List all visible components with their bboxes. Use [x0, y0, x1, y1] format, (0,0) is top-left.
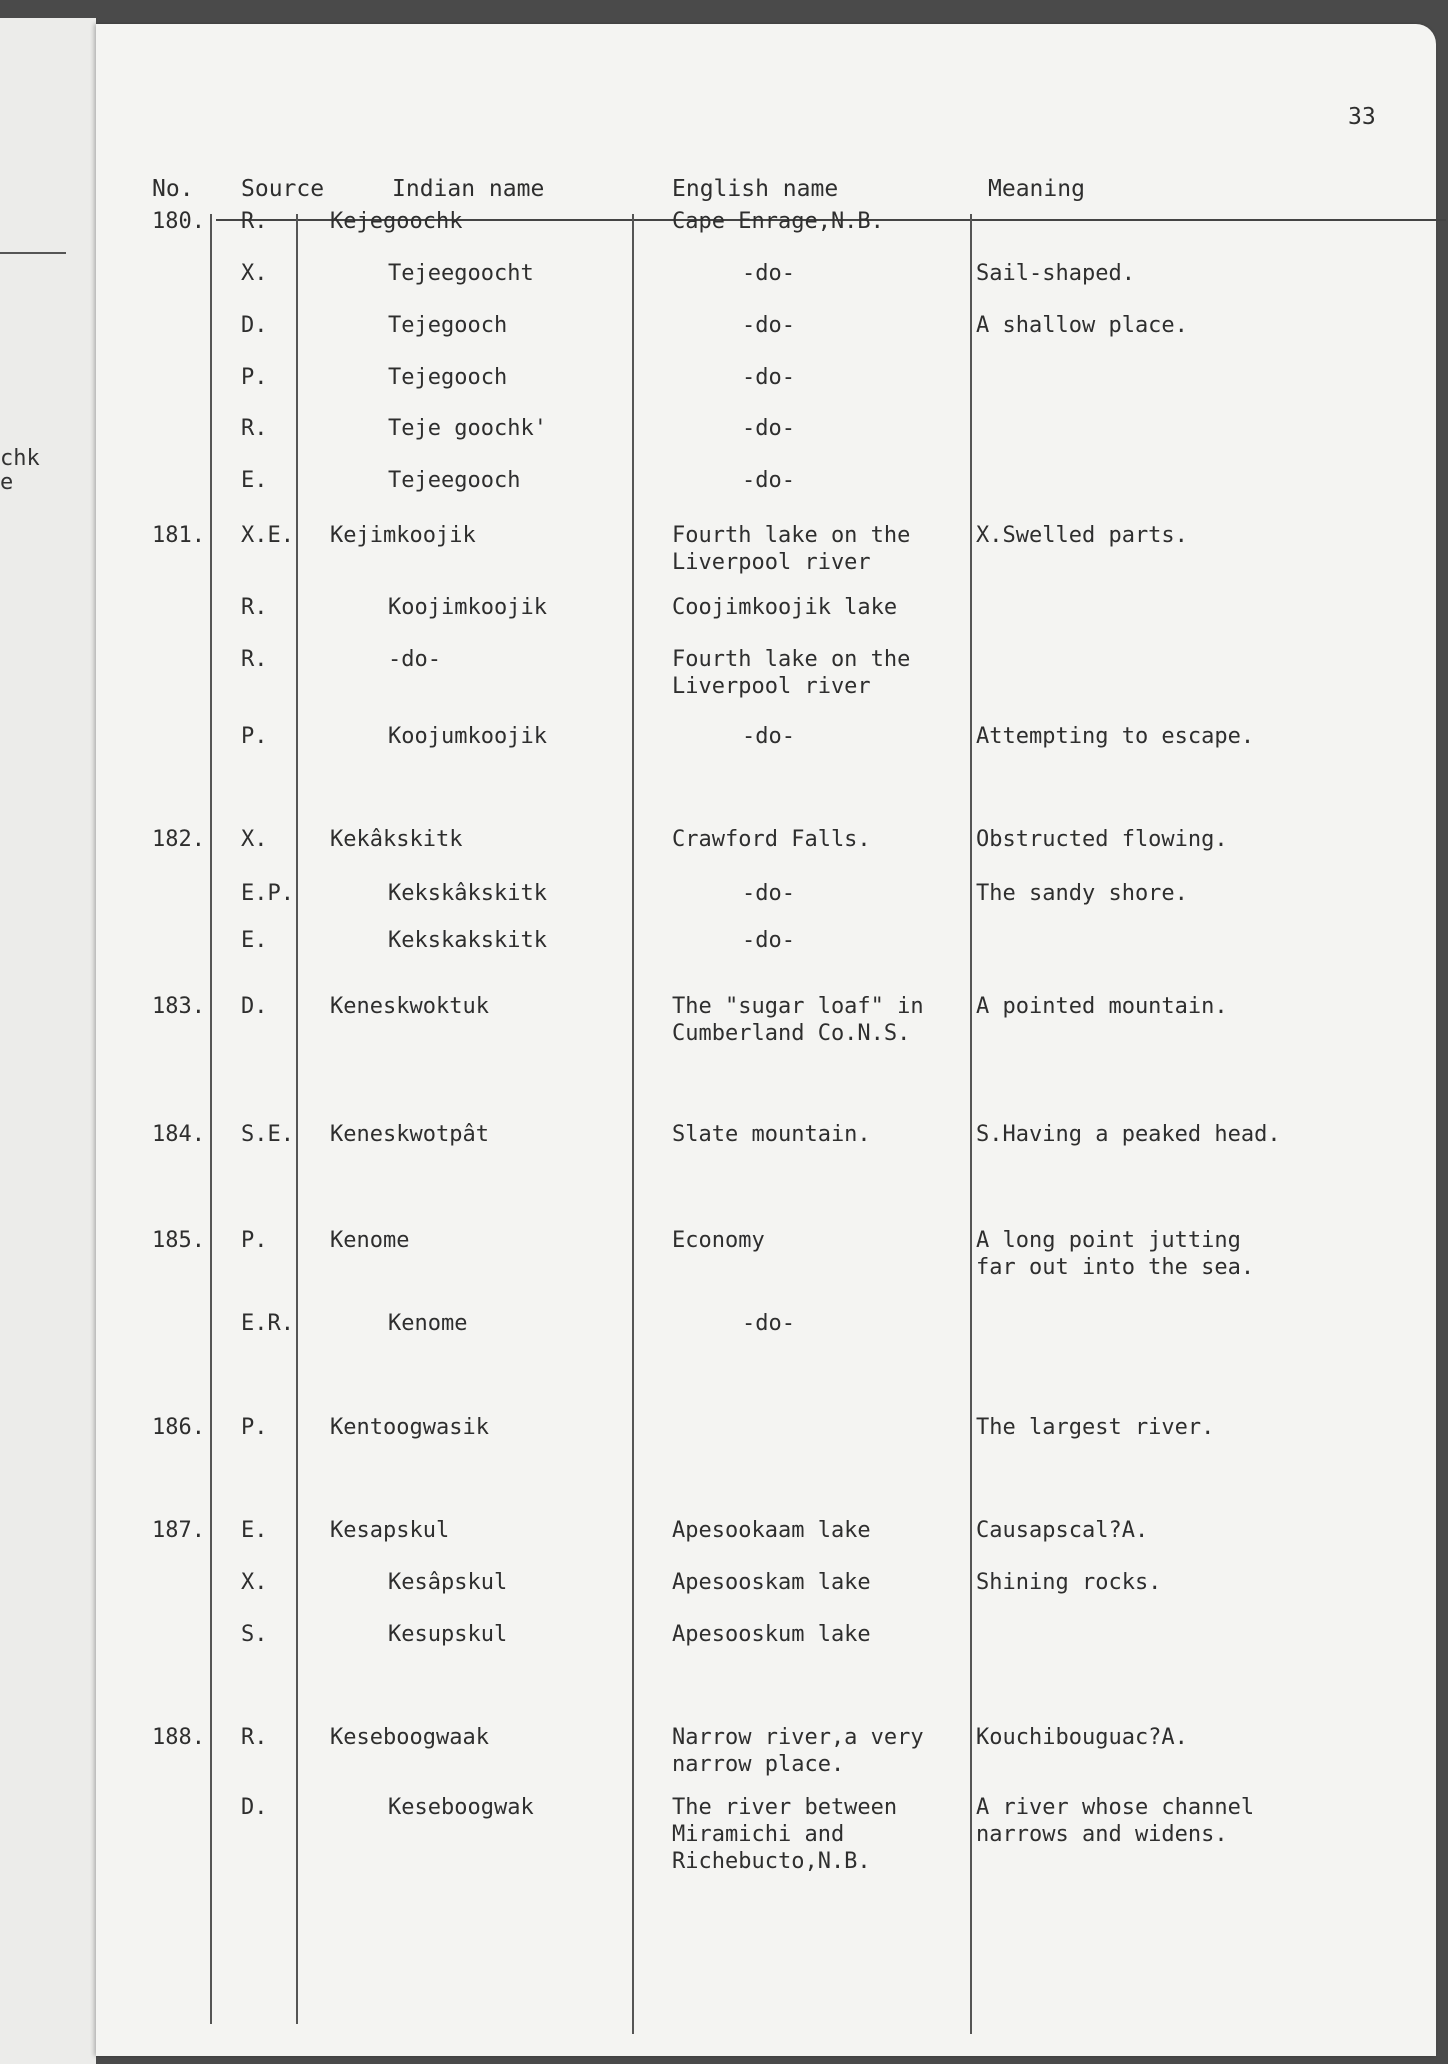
- row-source: P.: [241, 1415, 268, 1440]
- row-meaning: A pointed mountain.: [976, 994, 1228, 1019]
- header-meaning: Meaning: [988, 176, 1085, 202]
- row-number: 188.: [152, 1725, 205, 1750]
- row-number: 183.: [152, 994, 205, 1019]
- row-source: P.: [241, 365, 268, 390]
- row-indian-name: -do-: [388, 647, 441, 672]
- row-meaning: A shallow place.: [976, 313, 1188, 338]
- row-indian-name: Keseboogwak: [388, 1795, 534, 1820]
- row-english-name: -do-: [742, 313, 795, 338]
- row-source: S.: [241, 1622, 268, 1647]
- row-source: E.: [241, 1518, 268, 1543]
- row-source: X.E.: [241, 523, 294, 548]
- row-source: P.: [241, 724, 268, 749]
- row-source: D.: [241, 1795, 268, 1820]
- row-english-name: Narrow river,a very narrow place.: [672, 1725, 924, 1777]
- row-english-name: Coojimkoojik lake: [672, 595, 898, 620]
- row-meaning: Causapscal?A.: [976, 1518, 1149, 1543]
- row-english-name: -do-: [742, 365, 795, 390]
- row-meaning: Shining rocks.: [976, 1570, 1162, 1595]
- row-meaning: X.Swelled parts.: [976, 523, 1188, 548]
- row-english-name: Economy: [672, 1228, 765, 1253]
- row-english-name: The "sugar loaf" in Cumberland Co.N.S.: [672, 994, 924, 1046]
- page-number: 33: [1348, 104, 1376, 130]
- row-indian-name: Kentoogwasik: [330, 1415, 489, 1440]
- column-divider: [210, 214, 212, 2024]
- document-page: [96, 24, 1436, 2056]
- row-english-name: -do-: [742, 724, 795, 749]
- row-indian-name: Kesâpskul: [388, 1570, 508, 1595]
- row-number: 185.: [152, 1228, 205, 1253]
- row-source: E.P.: [241, 881, 294, 906]
- row-english-name: Apesookaam lake: [672, 1518, 871, 1543]
- row-english-name: Apesooskam lake: [672, 1570, 871, 1595]
- adjacent-page-fragment: chk: [0, 446, 40, 471]
- row-english-name: Fourth lake on the Liverpool river: [672, 647, 911, 699]
- row-indian-name: Kesapskul: [330, 1518, 450, 1543]
- header-indian-name: Indian name: [392, 176, 545, 202]
- row-source: E.R.: [241, 1311, 294, 1336]
- row-meaning: A long point jutting far out into the sea.: [976, 1228, 1255, 1280]
- adjacent-page-rule: [0, 252, 66, 254]
- header-english-name: English name: [672, 176, 839, 202]
- row-english-name: -do-: [742, 416, 795, 441]
- row-indian-name: Kekskakskitk: [388, 928, 547, 953]
- column-divider: [296, 214, 298, 2024]
- row-source: S.E.: [241, 1122, 294, 1147]
- row-english-name: Fourth lake on the Liverpool river: [672, 523, 911, 575]
- row-english-name: -do-: [742, 261, 795, 286]
- row-source: R.: [241, 647, 268, 672]
- row-indian-name: Tejegooch: [388, 313, 508, 338]
- row-indian-name: Tejeegooch: [388, 468, 521, 493]
- row-indian-name: Kekskâkskitk: [388, 881, 547, 906]
- header-no: No.: [152, 176, 194, 202]
- column-divider: [632, 214, 634, 2034]
- row-english-name: Slate mountain.: [672, 1122, 871, 1147]
- header-source: Source: [241, 176, 325, 202]
- row-meaning: Obstructed flowing.: [976, 827, 1228, 852]
- row-english-name: -do-: [742, 881, 795, 906]
- row-source: X.: [241, 261, 268, 286]
- row-indian-name: Kenome: [388, 1311, 468, 1336]
- adjacent-page-edge: [0, 18, 96, 2064]
- row-english-name: -do-: [742, 1311, 795, 1336]
- row-english-name: The river between Miramichi and Richebucto,N.B.: [672, 1795, 898, 1874]
- column-divider: [970, 214, 972, 2034]
- row-indian-name: Tejegooch: [388, 365, 508, 390]
- row-source: R.: [241, 416, 268, 441]
- row-meaning: The largest river.: [976, 1415, 1215, 1440]
- row-source: R.: [241, 595, 268, 620]
- row-source: X.: [241, 1570, 268, 1595]
- row-indian-name: Keneskwoktuk: [330, 994, 489, 1019]
- row-indian-name: Kekâkskitk: [330, 827, 463, 852]
- row-number: 184.: [152, 1122, 205, 1147]
- row-number: 182.: [152, 827, 205, 852]
- row-indian-name: Kejegoochk: [330, 209, 463, 234]
- row-source: E.: [241, 468, 268, 493]
- row-meaning: Sail-shaped.: [976, 261, 1135, 286]
- adjacent-page-fragment: e: [0, 470, 14, 495]
- row-indian-name: Kejimkoojik: [330, 523, 476, 548]
- row-number: 180.: [152, 209, 205, 234]
- row-indian-name: Keneskwotpât: [330, 1122, 489, 1147]
- row-source: R.: [241, 1725, 268, 1750]
- row-indian-name: Koojumkoojik: [388, 724, 547, 749]
- row-indian-name: Tejeegoocht: [388, 261, 534, 286]
- row-english-name: Apesooskum lake: [672, 1622, 871, 1647]
- row-number: 186.: [152, 1415, 205, 1440]
- row-meaning: S.Having a peaked head.: [976, 1122, 1281, 1147]
- row-english-name: Cape Enrage,N.B.: [672, 209, 884, 234]
- row-source: E.: [241, 928, 268, 953]
- row-indian-name: Kenome: [330, 1228, 410, 1253]
- row-english-name: Crawford Falls.: [672, 827, 871, 852]
- row-meaning: Kouchibouguac?A.: [976, 1725, 1188, 1750]
- row-source: D.: [241, 994, 268, 1019]
- row-number: 187.: [152, 1518, 205, 1543]
- row-english-name: -do-: [742, 928, 795, 953]
- row-indian-name: Kesupskul: [388, 1622, 508, 1647]
- row-source: X.: [241, 827, 268, 852]
- row-number: 181.: [152, 523, 205, 548]
- row-source: R.: [241, 209, 268, 234]
- row-source: P.: [241, 1228, 268, 1253]
- row-english-name: -do-: [742, 468, 795, 493]
- row-source: D.: [241, 313, 268, 338]
- row-indian-name: Koojimkoojik: [388, 595, 547, 620]
- row-meaning: Attempting to escape.: [976, 724, 1255, 749]
- row-indian-name: Teje goochk': [388, 416, 547, 441]
- row-meaning: A river whose channel narrows and widens.: [976, 1795, 1255, 1847]
- row-indian-name: Keseboogwaak: [330, 1725, 489, 1750]
- row-meaning: The sandy shore.: [976, 881, 1188, 906]
